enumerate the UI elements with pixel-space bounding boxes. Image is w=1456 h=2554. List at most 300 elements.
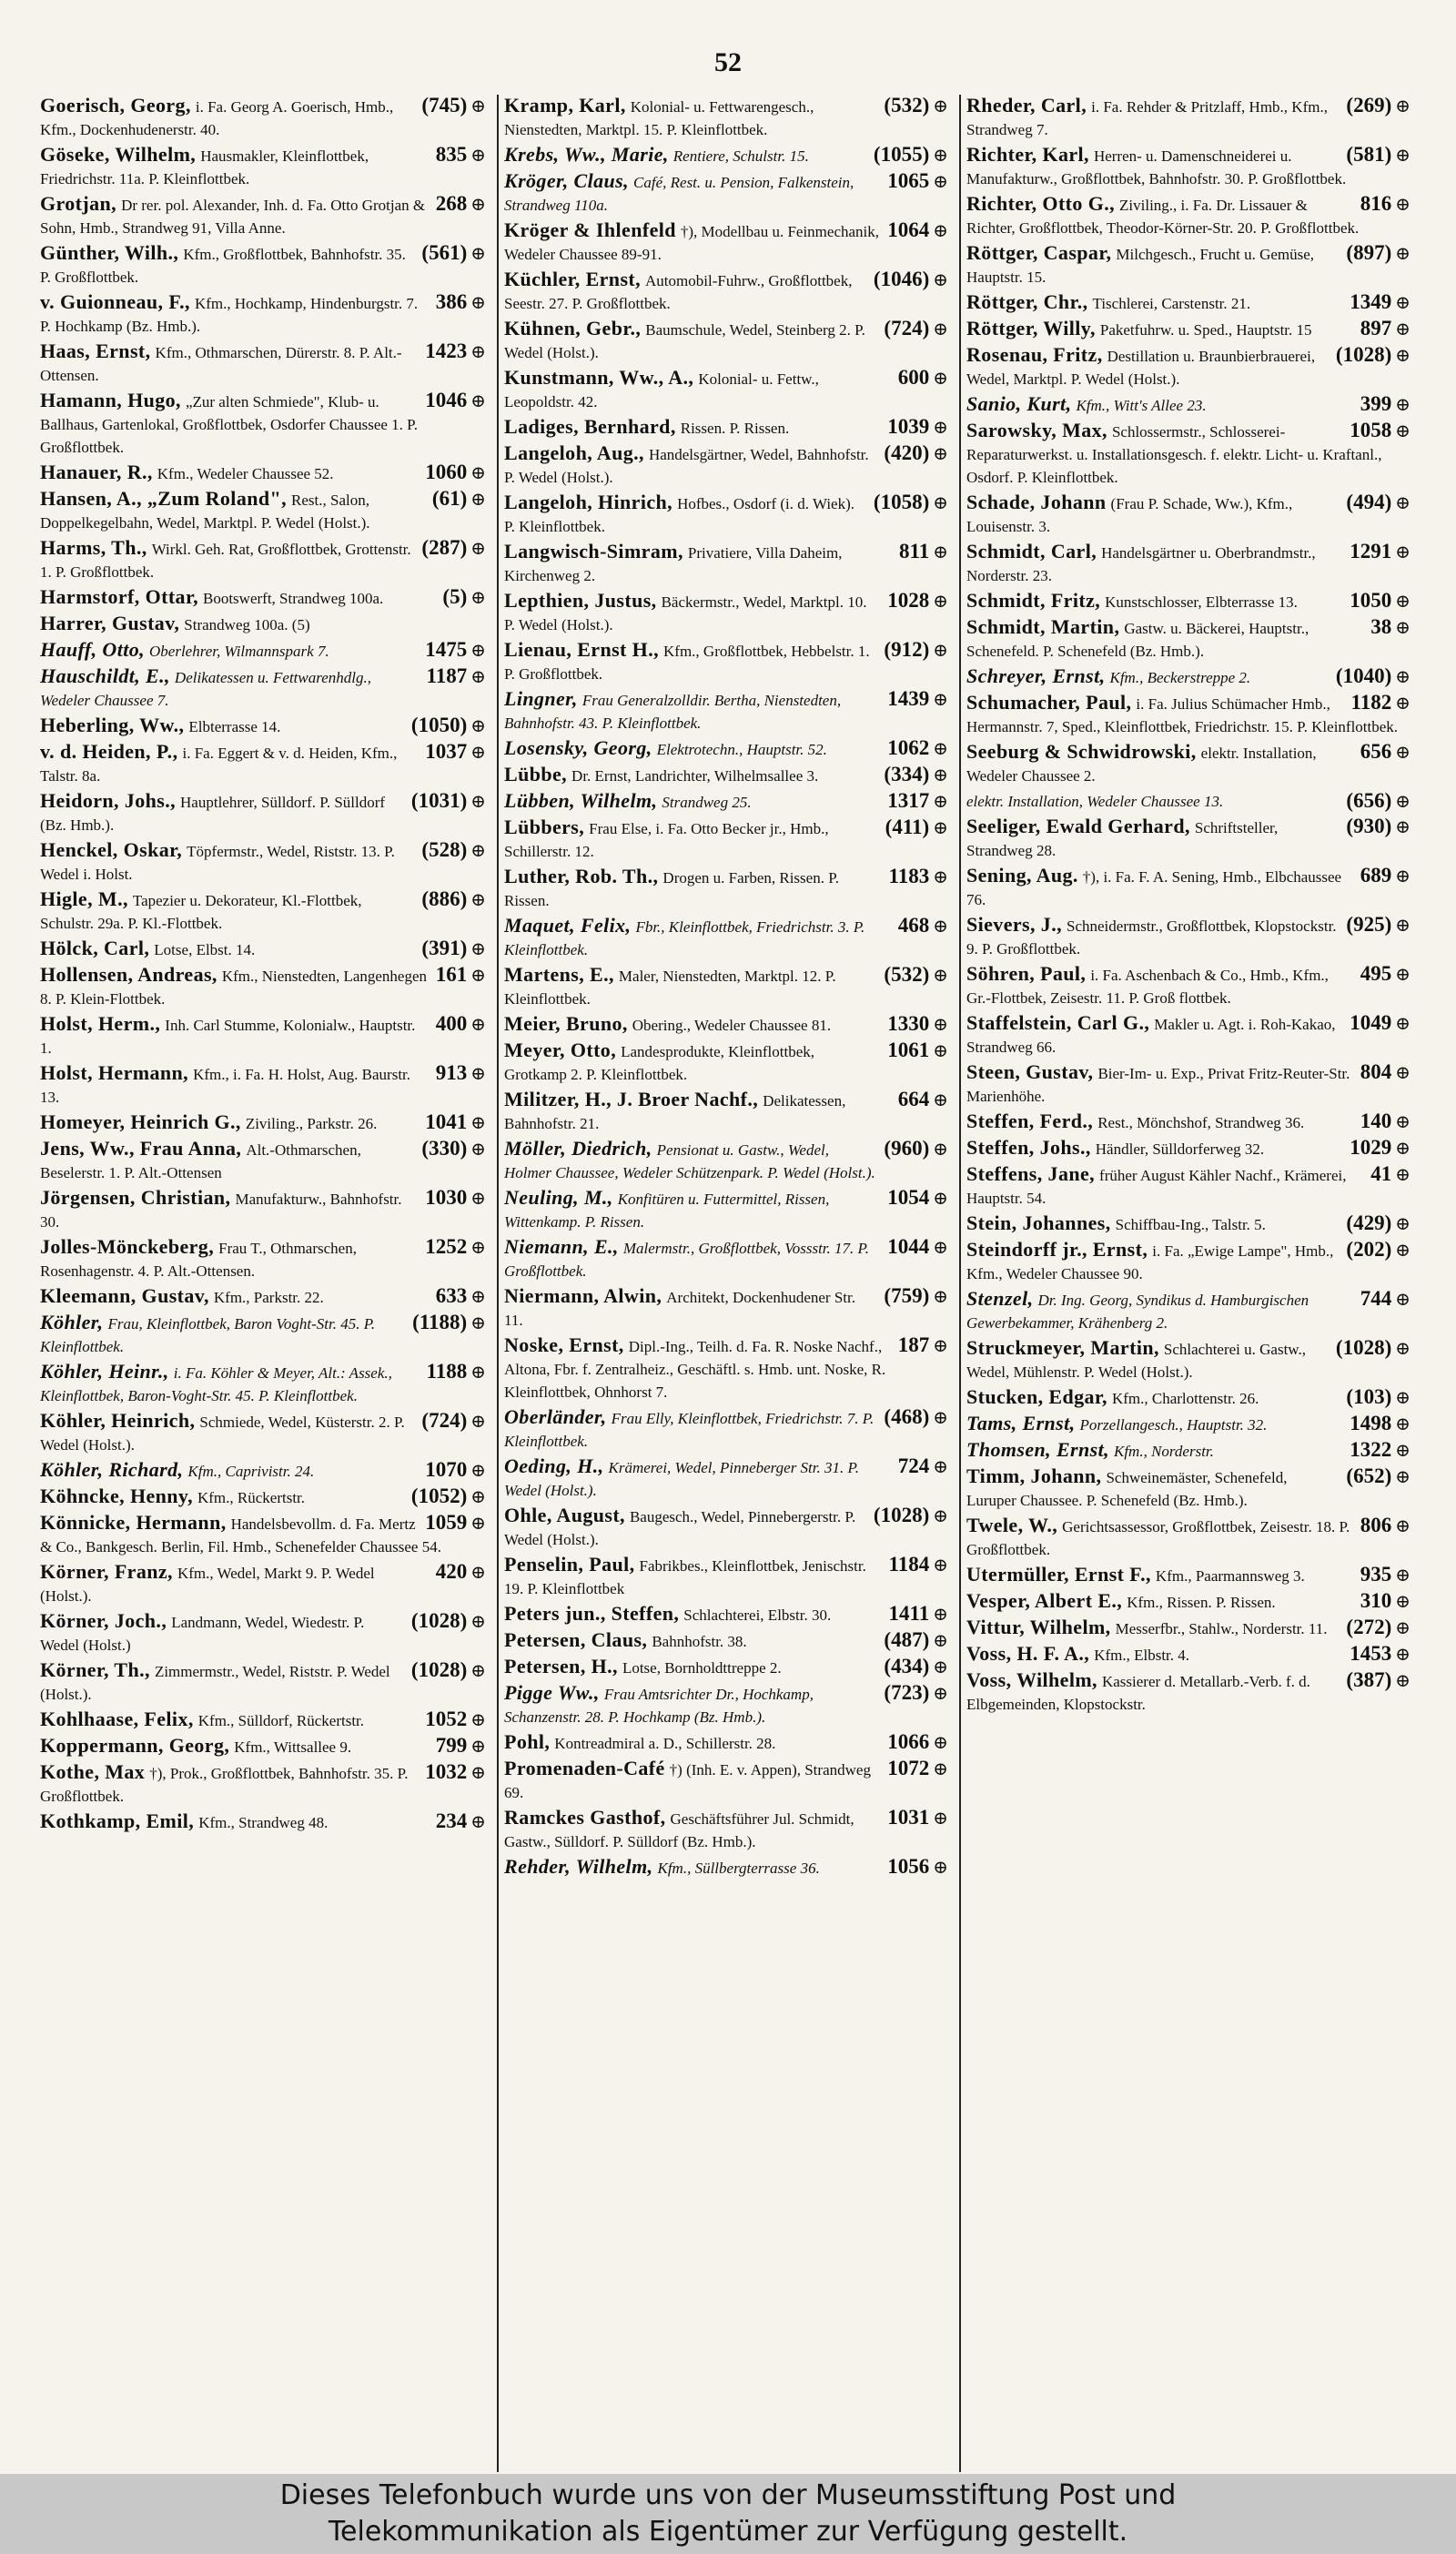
directory-column-2 bbox=[497, 95, 959, 2472]
phone-number-value: 1052 bbox=[425, 1708, 468, 1730]
entry-details: Kfm., Norderstr. bbox=[1114, 1443, 1214, 1460]
entry-details: Schmiede, Wedel, Küsterstr. 2. P. Wedel (Holst.). bbox=[40, 1414, 405, 1454]
entry-name: Meyer, Otto, bbox=[504, 1039, 617, 1061]
entry-name: Köhncke, Henny, bbox=[40, 1485, 193, 1507]
directory-entry bbox=[966, 790, 1410, 813]
directory-entry bbox=[966, 1239, 1410, 1285]
phone-number bbox=[1342, 291, 1410, 314]
entry-name: Henckel, Oskar, bbox=[40, 839, 183, 861]
telephone-icon: ⊕ bbox=[933, 1733, 948, 1753]
directory-entry bbox=[40, 1138, 486, 1184]
directory-entry bbox=[40, 1485, 486, 1509]
phone-number bbox=[1353, 865, 1410, 887]
phone-number bbox=[429, 1735, 486, 1758]
phone-number bbox=[880, 688, 948, 711]
telephone-icon: ⊕ bbox=[933, 792, 948, 812]
phone-number bbox=[418, 1708, 486, 1731]
entry-name: Körner, Franz, bbox=[40, 1561, 173, 1583]
entry-details: Frau T., Othmarschen, Rosenhagenstr. 4. P. Alt.-Ottensen. bbox=[40, 1240, 357, 1280]
directory-entry bbox=[966, 1163, 1410, 1210]
telephone-icon: ⊕ bbox=[470, 1189, 486, 1209]
phone-number bbox=[1353, 193, 1410, 216]
entry-name: Körner, Th., bbox=[40, 1659, 150, 1681]
entry-details: Bier-Im- u. Exp., Privat Fritz-Reuter-Str. Marienhöhe. bbox=[966, 1065, 1350, 1105]
entry-details: Kfm., Wittsallee 9. bbox=[234, 1738, 352, 1756]
telephone-icon: ⊕ bbox=[1395, 1618, 1410, 1638]
entry-details: Tischlerei, Carstenstr. 21. bbox=[1092, 295, 1251, 312]
entry-details: Schiffbau-Ing., Talstr. 5. bbox=[1115, 1216, 1266, 1233]
entry-name: Stenzel, bbox=[966, 1288, 1034, 1310]
entry-name: Schade, Johann bbox=[966, 492, 1107, 513]
telephone-icon: ⊕ bbox=[1395, 817, 1410, 837]
entry-details: Lotse, Bornholdttreppe 2. bbox=[622, 1659, 782, 1677]
directory-entry bbox=[40, 1285, 486, 1309]
telephone-icon: ⊕ bbox=[933, 1684, 948, 1704]
directory-entry bbox=[40, 639, 486, 663]
directory-entry bbox=[966, 1439, 1410, 1463]
telephone-icon: ⊕ bbox=[933, 1605, 948, 1625]
directory-entry bbox=[966, 741, 1410, 787]
phone-number-value: 1028 bbox=[887, 590, 930, 612]
telephone-icon: ⊕ bbox=[1395, 694, 1410, 714]
telephone-icon: ⊕ bbox=[1395, 319, 1410, 340]
entry-name: Hanauer, R., bbox=[40, 461, 153, 483]
entry-name: Kothe, Max bbox=[40, 1761, 146, 1783]
entry-name: Schumacher, Paul, bbox=[966, 692, 1132, 714]
phone-number bbox=[418, 1459, 486, 1482]
entry-details: Dipl.-Ing., Teilh. d. Fa. R. Noske Nachf., Altona, Fbr. f. Zentralheiz., Geschäftl. s. Hmb. unt. Noske, R. Kleinflottbek, Ohnhorst 7. bbox=[504, 1338, 886, 1401]
entry-name: v. d. Heiden, P., bbox=[40, 741, 178, 763]
entry-details: Lotse, Elbst. 14. bbox=[154, 941, 256, 958]
entry-details: †), Prok., Großflottbek, Bahnhofstr. 35. P. Großflottbek. bbox=[40, 1765, 409, 1805]
phone-number bbox=[880, 790, 948, 813]
phone-number-value: 1050 bbox=[1350, 590, 1392, 612]
phone-number-value: 1060 bbox=[425, 461, 468, 483]
phone-number-value: 1252 bbox=[425, 1236, 468, 1258]
entry-name: Kohlhaase, Felix, bbox=[40, 1708, 194, 1730]
entry-details: i. Fa. Aschenbach & Co., Hmb., Kfm., Gr.-Flottbek, Zeisestr. 11. P. Groß flottbek. bbox=[966, 967, 1329, 1007]
entry-name: Harmstorf, Ottar, bbox=[40, 586, 198, 608]
phone-number-value: 1059 bbox=[425, 1512, 468, 1534]
entry-details: Bahnhofstr. 38. bbox=[652, 1633, 747, 1650]
phone-number bbox=[880, 416, 948, 439]
telephone-icon: ⊕ bbox=[1395, 1063, 1410, 1083]
phone-number-value: 744 bbox=[1360, 1288, 1392, 1310]
phone-number-value: 1187 bbox=[426, 665, 468, 687]
phone-number bbox=[404, 790, 486, 813]
phone-number-value: (528) bbox=[421, 839, 468, 861]
directory-entry bbox=[504, 639, 948, 685]
phone-number-value: 386 bbox=[435, 291, 468, 313]
telephone-icon: ⊕ bbox=[470, 641, 486, 661]
phone-number-value: 1039 bbox=[887, 416, 930, 438]
phone-number bbox=[876, 442, 948, 465]
directory-entry bbox=[504, 269, 948, 315]
entry-name: Grotjan, bbox=[40, 193, 117, 215]
phone-number bbox=[876, 1656, 948, 1678]
entry-details: Schlossermstr., Schlosserei-Reparaturwerkst. u. Installationsgesch. f. elektr. Licht- u. Kraftanl., Osdorf. P. Kleinflottbek. bbox=[966, 423, 1382, 486]
entry-details: Kfm., Rissen. P. Rissen. bbox=[1127, 1594, 1276, 1611]
entry-details: Hauptlehrer, Sülldorf. P. Sülldorf (Bz. Hmb.). bbox=[40, 794, 386, 834]
entry-name: Oeding, H., bbox=[504, 1455, 604, 1477]
phone-number-value: 1066 bbox=[887, 1731, 930, 1753]
phone-number bbox=[414, 1138, 486, 1160]
telephone-icon: ⊕ bbox=[933, 818, 948, 838]
telephone-icon: ⊕ bbox=[933, 1408, 948, 1428]
phone-number bbox=[1353, 741, 1410, 764]
phone-number bbox=[1339, 914, 1410, 937]
phone-number bbox=[876, 964, 948, 987]
phone-number-value: 913 bbox=[435, 1062, 468, 1084]
phone-number-value: (897) bbox=[1346, 242, 1392, 264]
entry-details: Kunstschlosser, Elbterrasse 13. bbox=[1105, 593, 1298, 611]
phone-number-value: 1072 bbox=[887, 1758, 930, 1779]
directory-entry bbox=[40, 1361, 486, 1407]
phone-number-value: (487) bbox=[884, 1629, 930, 1651]
phone-number-value: (886) bbox=[421, 888, 468, 910]
phone-number bbox=[866, 1505, 948, 1527]
entry-name: Staffelstein, Carl G., bbox=[966, 1012, 1150, 1034]
phone-number bbox=[866, 492, 948, 514]
telephone-icon: ⊕ bbox=[470, 1363, 486, 1383]
directory-entry bbox=[504, 1603, 948, 1627]
entry-details: Zimmermstr., Wedel, Riststr. P. Wedel (Holst.). bbox=[40, 1663, 390, 1703]
entry-details: Handelsbevollm. d. Fa. Mertz & Co., Bankgesch. Berlin, Fil. Hmb., Schenefelder Chaussee 54. bbox=[40, 1515, 441, 1556]
entry-name: Koppermann, Georg, bbox=[40, 1735, 230, 1757]
telephone-icon: ⊕ bbox=[470, 1710, 486, 1730]
directory-entry bbox=[504, 1039, 948, 1086]
phone-number-value: 1041 bbox=[425, 1111, 468, 1133]
entry-name: Haas, Ernst, bbox=[40, 340, 151, 362]
entry-details: i. Fa. Julius Schümacher Hmb., Hermannstr. 7, Sped., Kleinflottbek, Friedrichstr. 15. P. Kleinflottbek. bbox=[966, 695, 1399, 735]
telephone-icon: ⊕ bbox=[933, 641, 948, 661]
phone-number bbox=[1353, 1288, 1410, 1311]
telephone-icon: ⊕ bbox=[933, 319, 948, 340]
phone-number bbox=[1339, 1617, 1410, 1639]
directory-entry bbox=[966, 1643, 1410, 1667]
phone-number bbox=[1342, 1643, 1410, 1666]
phone-number-value: 1064 bbox=[887, 219, 930, 241]
directory-columns bbox=[35, 95, 1421, 2472]
phone-number-value: (561) bbox=[421, 242, 468, 264]
directory-entry bbox=[40, 665, 486, 712]
directory-entry bbox=[966, 1669, 1410, 1716]
phone-number-value: 816 bbox=[1360, 193, 1392, 215]
entry-details: Händler, Sülldorferweg 32. bbox=[1095, 1140, 1265, 1158]
telephone-icon: ⊕ bbox=[1395, 1592, 1410, 1612]
phone-number bbox=[882, 1603, 949, 1626]
directory-entry bbox=[966, 1012, 1410, 1059]
entry-name: Vesper, Albert E., bbox=[966, 1590, 1123, 1612]
phone-number-value: 799 bbox=[435, 1735, 468, 1757]
entry-name: Ladiges, Bernhard, bbox=[504, 416, 676, 438]
telephone-icon: ⊕ bbox=[470, 1313, 486, 1333]
phone-number-value: 835 bbox=[435, 144, 468, 166]
telephone-icon: ⊕ bbox=[470, 939, 486, 959]
entry-details: elektr. Installation, Wedeler Chaussee 2. bbox=[966, 745, 1317, 785]
entry-details: Frau, Kleinflottbek, Baron Voght-Str. 45. P. Kleinflottbek. bbox=[40, 1315, 376, 1355]
phone-number bbox=[429, 1062, 486, 1085]
entry-name: Losensky, Georg, bbox=[504, 737, 652, 759]
phone-number-value: (269) bbox=[1346, 95, 1392, 117]
telephone-icon: ⊕ bbox=[470, 1661, 486, 1681]
telephone-icon: ⊕ bbox=[470, 716, 486, 736]
entry-name: Richter, Otto G., bbox=[966, 193, 1116, 215]
directory-entry bbox=[40, 1512, 486, 1558]
directory-entry bbox=[966, 344, 1410, 390]
telephone-icon: ⊕ bbox=[933, 1631, 948, 1651]
phone-number bbox=[1339, 1212, 1410, 1235]
entry-details: Destillation u. Braunbierbrauerei, Wedel, Marktpl. P. Wedel (Holst.). bbox=[966, 348, 1316, 388]
phone-number bbox=[876, 1629, 948, 1652]
entry-name: Lübben, Wilhelm, bbox=[504, 790, 658, 812]
entry-details: Kassierer d. Metallarb.-Verb. f. d. Elbgemeinden, Klopstockstr. bbox=[966, 1673, 1310, 1713]
phone-number-value: 187 bbox=[897, 1334, 930, 1356]
directory-entry bbox=[966, 963, 1410, 1009]
telephone-icon: ⊕ bbox=[933, 96, 948, 117]
entry-details: Landesprodukte, Kleinflottbek, Grotkamp 2. P. Kleinflottbek. bbox=[504, 1043, 815, 1083]
entry-details: Geschäftsführer Jul. Schmidt, Gastw., Sülldorf. P. Sülldorf (Bz. Hmb.). bbox=[504, 1810, 854, 1850]
telephone-icon: ⊕ bbox=[470, 1140, 486, 1160]
directory-entry bbox=[40, 964, 486, 1010]
phone-number-value: (912) bbox=[884, 639, 930, 661]
entry-details: Gastw. u. Bäckerei, Hauptstr., Schenefeld. P. Schenefeld (Bz. Hmb.). bbox=[966, 620, 1309, 660]
phone-number-value: (759) bbox=[884, 1285, 930, 1307]
entry-name: Köhler, Heinr., bbox=[40, 1361, 169, 1383]
directory-entry bbox=[504, 1682, 948, 1728]
phone-number bbox=[418, 1761, 486, 1784]
directory-entry bbox=[504, 170, 948, 217]
directory-entry bbox=[504, 492, 948, 538]
phone-number bbox=[429, 144, 486, 167]
entry-details: Schweinemäster, Schenefeld, Luruper Chaussee. P. Schenefeld (Bz. Hmb.). bbox=[966, 1469, 1288, 1509]
phone-number bbox=[414, 537, 486, 560]
telephone-icon: ⊕ bbox=[1395, 1388, 1410, 1408]
entry-name: Hansen, A., „Zum Roland", bbox=[40, 488, 288, 510]
entry-name: Kröger & Ihlenfeld bbox=[504, 219, 676, 241]
telephone-icon: ⊕ bbox=[1395, 542, 1410, 562]
telephone-icon: ⊕ bbox=[933, 1238, 948, 1258]
directory-entry bbox=[966, 914, 1410, 960]
telephone-icon: ⊕ bbox=[470, 342, 486, 362]
telephone-icon: ⊕ bbox=[470, 1514, 486, 1534]
entry-name: Sievers, J., bbox=[966, 914, 1063, 936]
entry-name: Kleemann, Gustav, bbox=[40, 1285, 209, 1307]
telephone-icon: ⊕ bbox=[470, 1238, 486, 1258]
directory-entry bbox=[40, 1062, 486, 1109]
telephone-icon: ⊕ bbox=[933, 493, 948, 513]
entry-name: Niermann, Alwin, bbox=[504, 1285, 662, 1307]
phone-number bbox=[418, 390, 486, 412]
phone-number bbox=[418, 340, 486, 363]
telephone-icon: ⊕ bbox=[470, 96, 486, 117]
entry-name: Tams, Ernst, bbox=[966, 1413, 1076, 1434]
telephone-icon: ⊕ bbox=[1395, 293, 1410, 313]
phone-number bbox=[429, 291, 486, 314]
telephone-icon: ⊕ bbox=[1395, 146, 1410, 166]
directory-entry bbox=[966, 492, 1410, 538]
directory-entry bbox=[40, 340, 486, 387]
phone-number bbox=[1353, 1061, 1410, 1084]
telephone-icon: ⊕ bbox=[1395, 421, 1410, 441]
telephone-icon: ⊕ bbox=[470, 1763, 486, 1783]
directory-entry bbox=[966, 1137, 1410, 1160]
telephone-icon: ⊕ bbox=[470, 1412, 486, 1432]
phone-number-value: (1028) bbox=[410, 1610, 468, 1632]
phone-number bbox=[880, 1236, 948, 1259]
entry-details: Elbterrasse 14. bbox=[188, 718, 281, 735]
directory-entry bbox=[504, 1138, 948, 1184]
entry-name: Militzer, H., J. Broer Nachf., bbox=[504, 1089, 759, 1110]
phone-number bbox=[878, 816, 948, 839]
entry-name: Langeloh, Hinrich, bbox=[504, 492, 673, 513]
entry-name: Jolles-Mönckeberg, bbox=[40, 1236, 215, 1258]
phone-number-value: (745) bbox=[421, 95, 468, 117]
phone-number bbox=[429, 964, 486, 987]
phone-number bbox=[418, 1236, 486, 1259]
phone-number bbox=[891, 915, 948, 937]
phone-number bbox=[1339, 816, 1410, 838]
entry-details: Rest., Mönchshof, Strandweg 36. bbox=[1097, 1114, 1305, 1131]
entry-name: Steffen, Ferd., bbox=[966, 1110, 1094, 1132]
entry-name: Steindorff jr., Ernst, bbox=[966, 1239, 1148, 1261]
phone-number-value: 1058 bbox=[1350, 420, 1392, 441]
directory-entry bbox=[40, 790, 486, 836]
telephone-icon: ⊕ bbox=[933, 739, 948, 759]
entry-details: Fbr., Kleinflottbek, Friedrichstr. 3. P. Kleinflottbek. bbox=[504, 918, 865, 958]
directory-entry bbox=[504, 1236, 948, 1282]
directory-entry bbox=[966, 193, 1410, 239]
directory-entry bbox=[504, 1334, 948, 1404]
phone-number-value: (1028) bbox=[873, 1505, 930, 1526]
directory-entry bbox=[966, 541, 1410, 587]
entry-name: Hölck, Carl, bbox=[40, 937, 150, 959]
entry-name: Hollensen, Andreas, bbox=[40, 964, 217, 986]
entry-details: Kolonial- u. Fettwarengesch., Nienstedten, Marktpl. 15. P. Kleinflottbek. bbox=[504, 98, 814, 138]
directory-entry bbox=[40, 888, 486, 935]
entry-details: Handelsgärtner, Wedel, Bahnhofstr. P. Wedel (Holst.). bbox=[504, 446, 869, 486]
directory-entry bbox=[504, 1013, 948, 1037]
phone-number bbox=[1353, 963, 1410, 986]
phone-number bbox=[429, 1810, 486, 1833]
directory-entry bbox=[504, 1187, 948, 1233]
entry-details: i. Fa. Eggert & v. d. Heiden, Kfm., Talstr. 8a. bbox=[40, 745, 398, 785]
entry-details: Rentiere, Schulstr. 15. bbox=[672, 147, 809, 165]
entry-name: Hamann, Hugo, bbox=[40, 390, 181, 411]
entry-name: v. Guionneau, F., bbox=[40, 291, 190, 313]
entry-details: „Zur alten Schmiede", Klub- u. Ballhaus, Gartenlokal, Großflottbek, Osdorfer Chaussee 1. P. Großflottbek. bbox=[40, 393, 418, 456]
phone-number-value: (581) bbox=[1346, 144, 1392, 166]
telephone-icon: ⊕ bbox=[933, 221, 948, 241]
phone-number-value: (1028) bbox=[410, 1659, 468, 1681]
phone-number-value: 234 bbox=[435, 1810, 468, 1832]
entry-details: Kolonial- u. Fettw., Leopoldstr. 42. bbox=[504, 370, 819, 410]
directory-entry bbox=[40, 1735, 486, 1758]
entry-details: Maler, Nienstedten, Marktpl. 12. P. Kleinflottbek. bbox=[504, 968, 836, 1008]
telephone-icon: ⊕ bbox=[470, 841, 486, 861]
telephone-icon: ⊕ bbox=[933, 369, 948, 389]
entry-details: Inh. Carl Stumme, Kolonialw., Hauptstr. 1. bbox=[40, 1017, 416, 1057]
entry-name: Hauff, Otto, bbox=[40, 639, 146, 661]
entry-details: früher August Kähler Nachf., Krämerei, Hauptstr. 54. bbox=[966, 1167, 1347, 1207]
telephone-icon: ⊕ bbox=[1395, 1112, 1410, 1132]
entry-name: Sanio, Kurt, bbox=[966, 393, 1072, 415]
directory-entry bbox=[504, 590, 948, 636]
phone-number bbox=[1353, 1110, 1410, 1133]
directory-entry bbox=[504, 1807, 948, 1853]
directory-entry bbox=[966, 616, 1410, 663]
entry-name: Peters jun., Steffen, bbox=[504, 1603, 680, 1625]
telephone-icon: ⊕ bbox=[470, 1563, 486, 1583]
telephone-icon: ⊕ bbox=[470, 146, 486, 166]
phone-number-value: 420 bbox=[435, 1561, 468, 1583]
entry-name: Holst, Herm., bbox=[40, 1013, 161, 1035]
telephone-icon: ⊕ bbox=[1395, 592, 1410, 612]
phone-number bbox=[1342, 420, 1410, 442]
phone-number bbox=[880, 737, 948, 760]
entry-details: Frau Elly, Kleinflottbek, Friedrichstr. 7. P. Kleinflottbek. bbox=[504, 1410, 875, 1450]
phone-number bbox=[880, 1807, 948, 1829]
directory-entry bbox=[966, 144, 1410, 190]
phone-number-value: (656) bbox=[1346, 790, 1392, 812]
telephone-icon: ⊕ bbox=[1395, 1165, 1410, 1185]
entry-details: †), i. Fa. F. A. Sening, Hmb., Elbchaussee 76. bbox=[966, 868, 1342, 908]
telephone-icon: ⊕ bbox=[470, 1015, 486, 1035]
telephone-icon: ⊕ bbox=[933, 690, 948, 710]
telephone-icon: ⊕ bbox=[1395, 195, 1410, 215]
directory-entry bbox=[966, 692, 1410, 738]
entry-details: Töpfermstr., Wedel, Riststr. 13. P. Wedel i. Holst. bbox=[40, 843, 395, 883]
directory-entry bbox=[504, 95, 948, 141]
directory-entry bbox=[40, 193, 486, 239]
entry-name: Röttger, Caspar, bbox=[966, 242, 1112, 264]
phone-number bbox=[1342, 1413, 1410, 1435]
telephone-icon: ⊕ bbox=[470, 743, 486, 763]
telephone-icon: ⊕ bbox=[933, 444, 948, 464]
entry-name: Söhren, Paul, bbox=[966, 963, 1087, 985]
directory-entry bbox=[504, 866, 948, 912]
phone-number bbox=[1329, 344, 1410, 367]
telephone-icon: ⊕ bbox=[933, 1759, 948, 1779]
phone-number bbox=[425, 488, 486, 511]
phone-number bbox=[1363, 616, 1410, 639]
directory-entry bbox=[966, 1212, 1410, 1236]
phone-number-value: (1028) bbox=[1335, 1337, 1392, 1359]
directory-entry bbox=[40, 95, 486, 141]
entry-name: Rehder, Wilhelm, bbox=[504, 1856, 653, 1878]
phone-number-value: 633 bbox=[435, 1285, 468, 1307]
entry-details: Alt.-Othmarschen, Beselerstr. 1. P. Alt.-Ottensen bbox=[40, 1141, 361, 1181]
entry-name: Röttger, Chr., bbox=[966, 291, 1088, 313]
telephone-icon: ⊕ bbox=[1395, 916, 1410, 936]
telephone-icon: ⊕ bbox=[1395, 1214, 1410, 1234]
directory-entry bbox=[40, 937, 486, 961]
directory-entry bbox=[504, 1856, 948, 1880]
phone-number-value: 656 bbox=[1360, 741, 1392, 763]
telephone-icon: ⊕ bbox=[933, 1506, 948, 1526]
telephone-icon: ⊕ bbox=[933, 172, 948, 192]
entry-details: Paketfuhrw. u. Sped., Hauptstr. 15 bbox=[1099, 321, 1312, 339]
entry-details: Kfm., Strandweg 48. bbox=[198, 1814, 329, 1831]
phone-number bbox=[1363, 1163, 1410, 1186]
directory-entry bbox=[40, 537, 486, 583]
phone-number bbox=[880, 1758, 948, 1780]
phone-number-value: 399 bbox=[1360, 393, 1392, 415]
entry-details: Gerichtsassessor, Großflottbek, Zeisestr. 18. P. Großflottbek. bbox=[966, 1518, 1350, 1558]
telephone-icon: ⊕ bbox=[1395, 743, 1410, 763]
phone-number-value: 1030 bbox=[425, 1187, 468, 1209]
entry-name: Jörgensen, Christian, bbox=[40, 1187, 231, 1209]
